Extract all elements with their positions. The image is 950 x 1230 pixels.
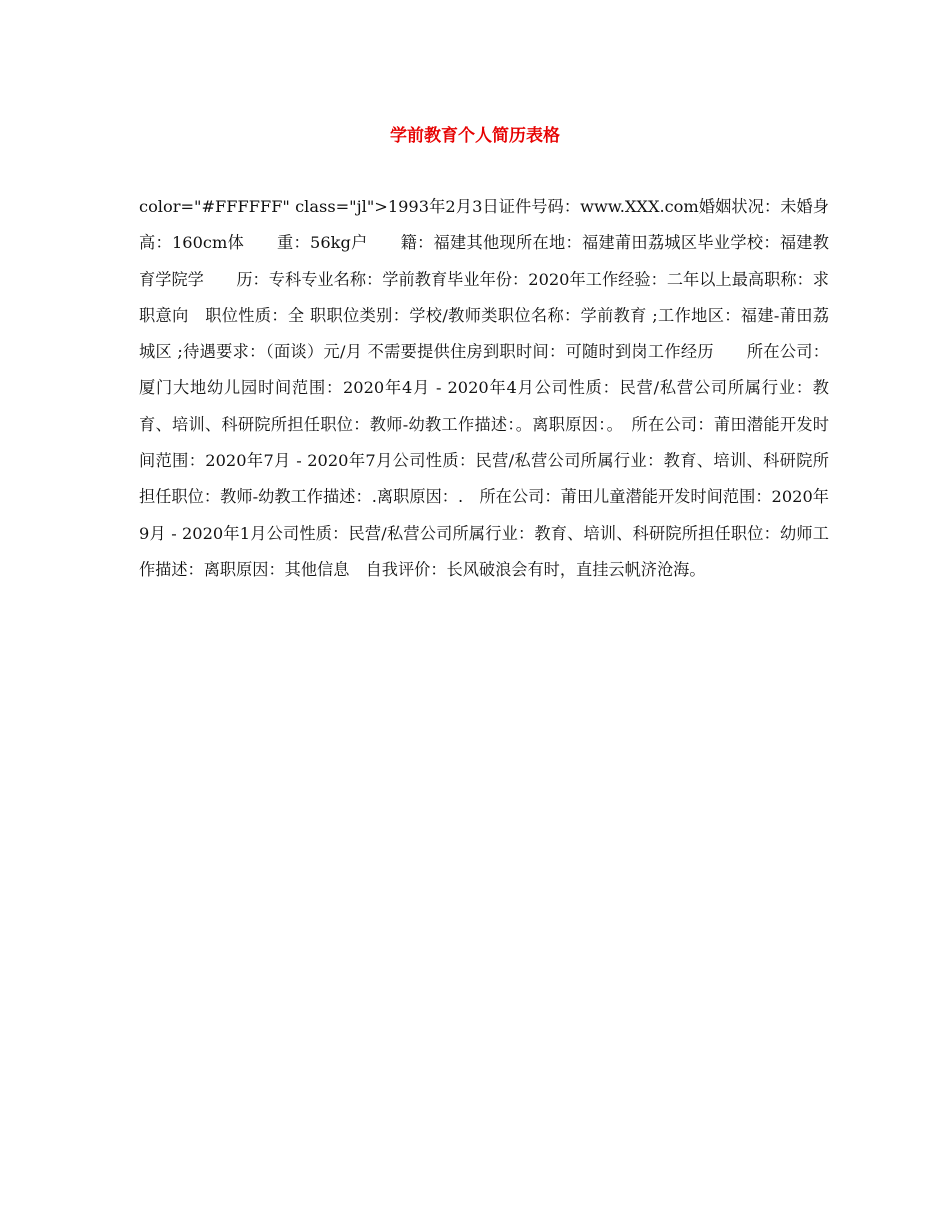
document-body: color="#FFFFFF" class="jl">1993年2月3日证件号码：www.XXX.com婚姻状况：未婚身 高：160cm体 重：56kg户 籍：福建其他现所在地：福建莆田荔城区毕业学校：福建教育学院学 历：专科专业名称：学前教育毕业年份：2020年工作经验：二年以上最高职称：求职意向 职位性质：全 职职位类别：学校/教师类职位名称：学前教育 ;工作地区：福建-莆田荔城区 ;待遇要求：（面谈）元/月 不需要提供住房到职时间：可随时到岗工作经历 所在公司：厦门大地幼儿园时间范围：2020年4月 - 2020年4月公司性质：民营/私营公司所属行业：教育、培训、科研院所担任职位：教师-幼教工作描述：。离职原因：。 所在公司：莆田潜能开发时间范围：2020年7月 - 2020年7月公司性质：民营/私营公司所属行业：教育、培训、科研院所担任职位：教师-幼教工作描述：.离职原因：. 所在公司：莆田儿童潜能开发时间范围：2020年9月 - 2020年1月公司性质：民营/私营公司所属行业：教育、培训、科研院所担任职位：幼师工作描述：离职原因：其他信息 自我评价：长风破浪会有时，直挂云帆济沧海。 <box>139 197 862 579</box>
document-title: 学前教育个人简历表格 <box>390 126 560 146</box>
